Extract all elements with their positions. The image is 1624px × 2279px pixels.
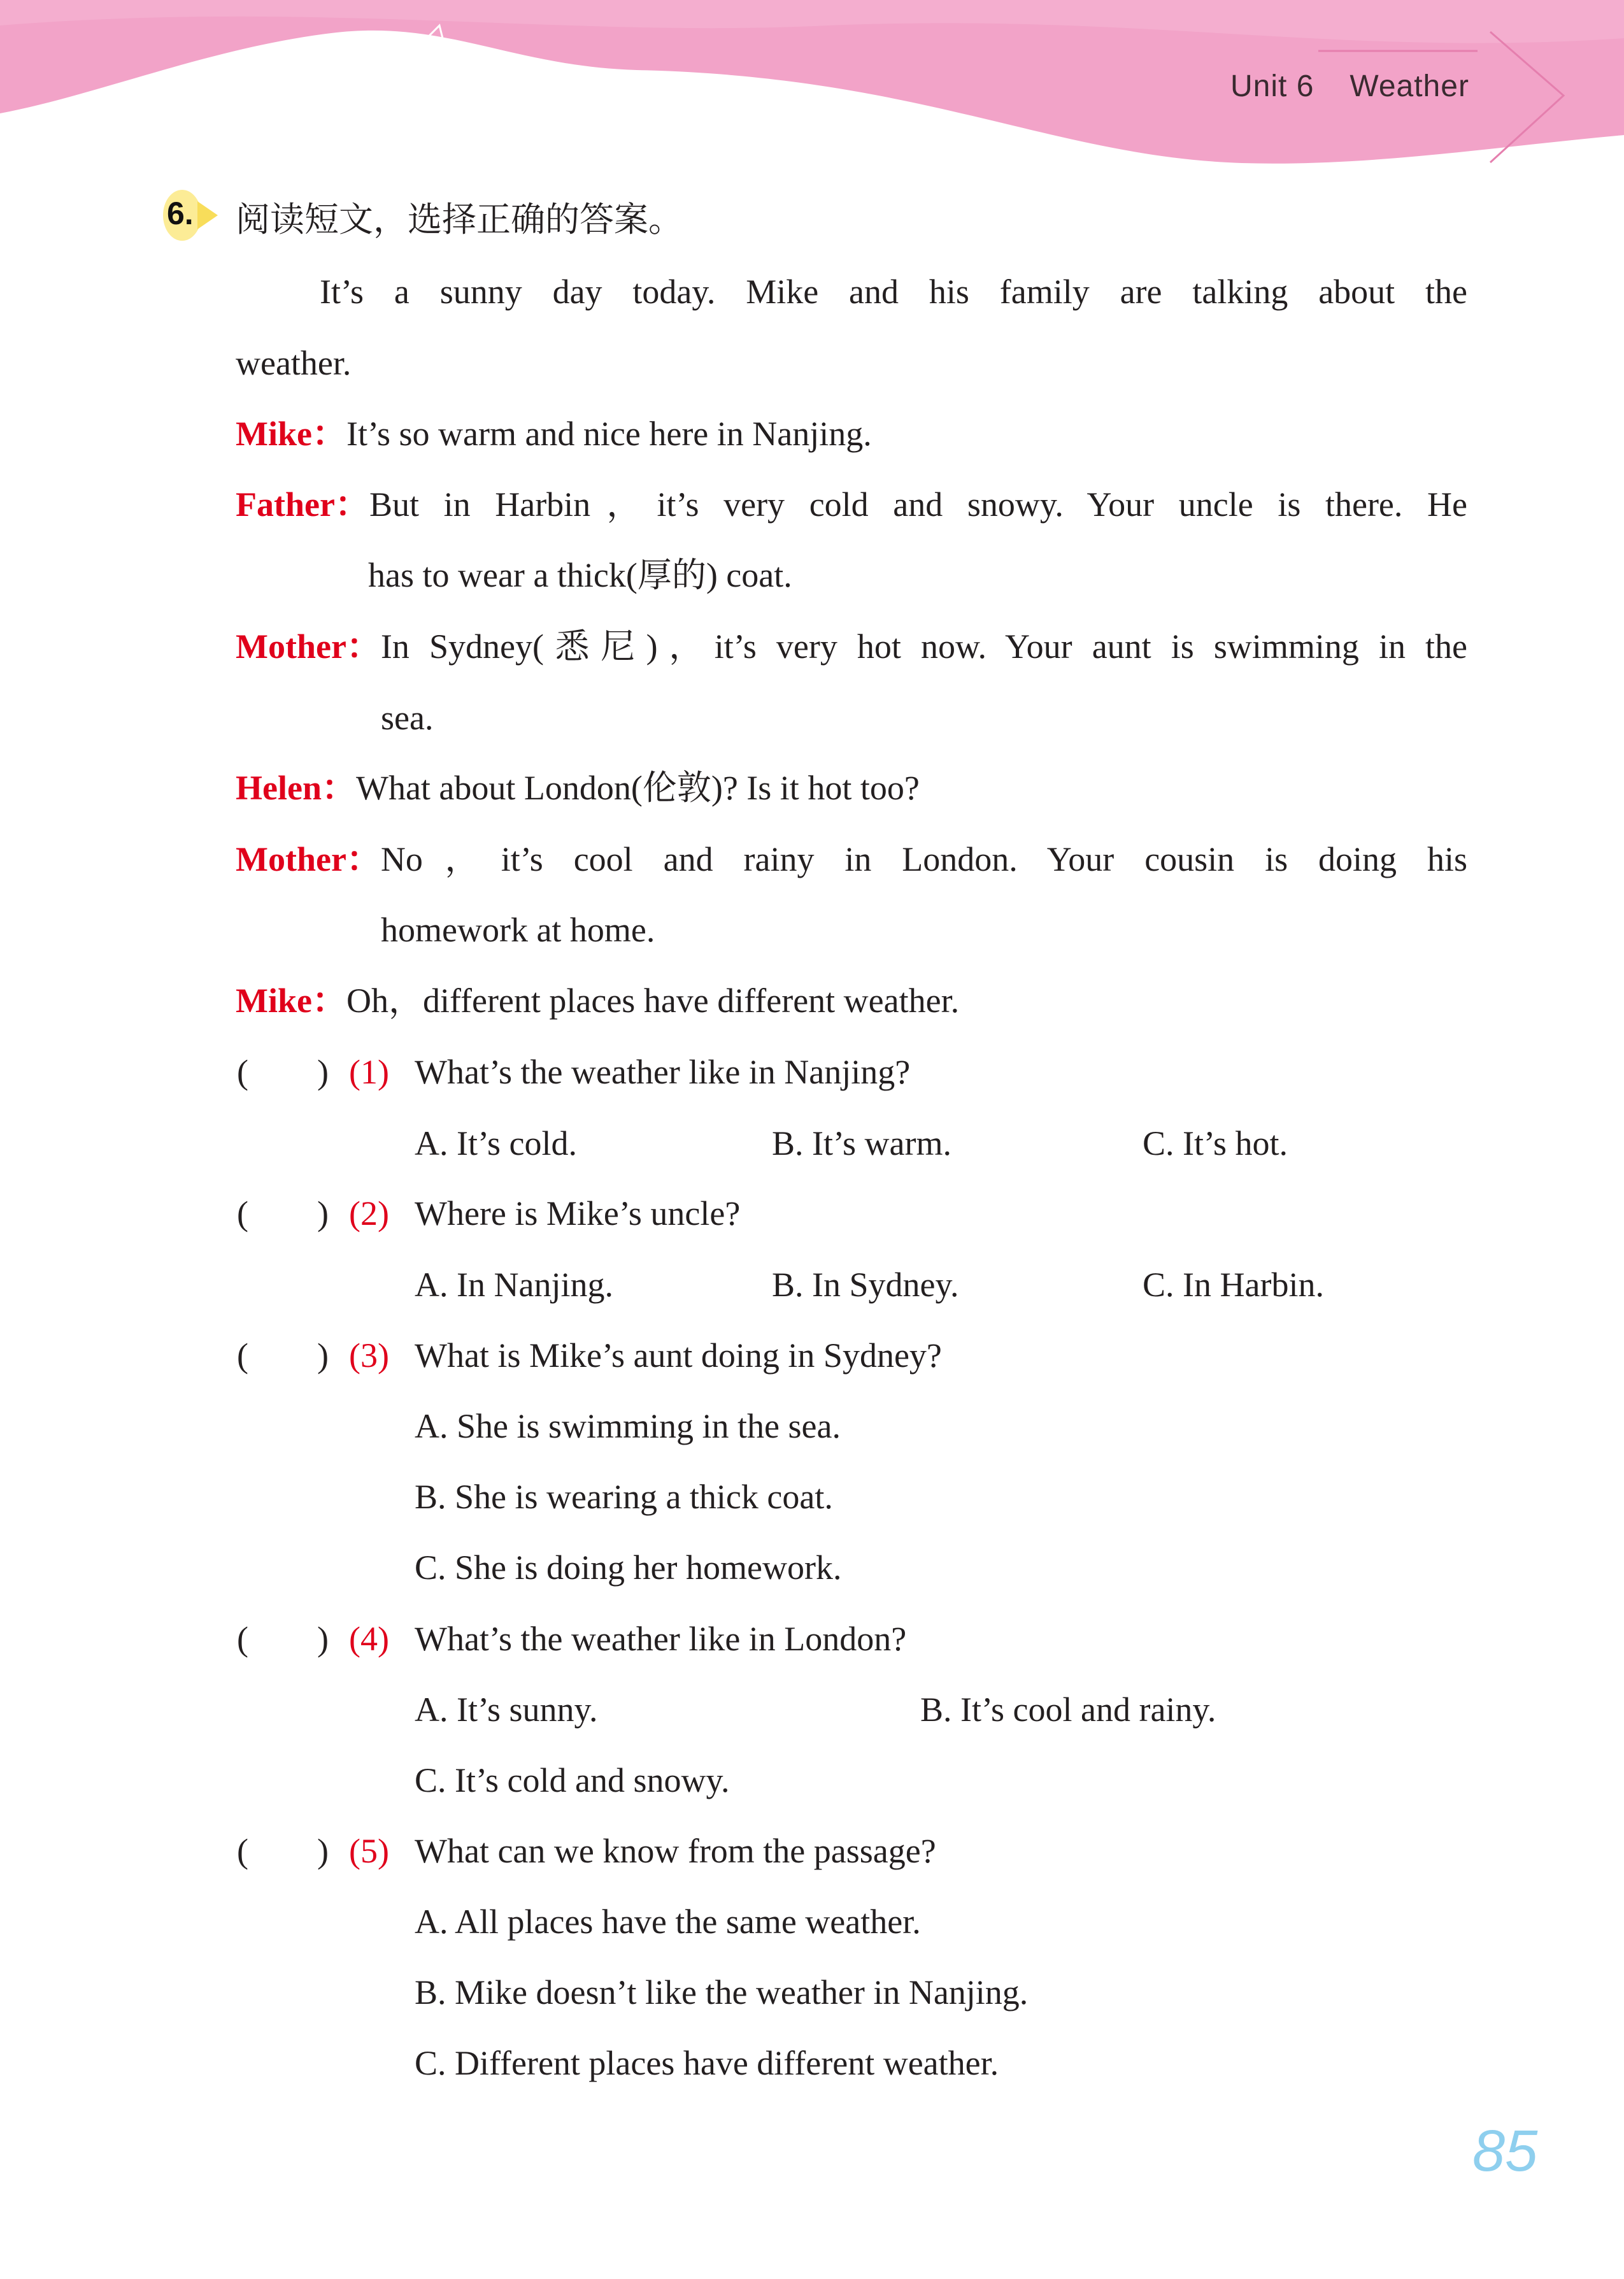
question-2 — [237, 1191, 740, 1236]
dialogue-text: What about London(伦敦)? Is it hot too? — [355, 769, 920, 807]
unit-title: Weather — [1350, 69, 1469, 103]
option-b[interactable]: B. In Sydney. — [772, 1266, 959, 1304]
question-text: Where is Mike’s uncle? — [415, 1194, 741, 1232]
option-c[interactable]: C. It’s cold and snowy. — [415, 1761, 730, 1799]
option-b[interactable]: B. It’s cool and rainy. — [920, 1690, 1216, 1729]
speaker: Mike： — [236, 982, 346, 1020]
dialogue-text: But in Harbin，it’s very cold and snowy. Your uncle is there. He — [369, 485, 1467, 524]
option-c[interactable]: C. She is doing her homework. — [415, 1548, 842, 1587]
option-a[interactable]: A. In Nanjing. — [415, 1266, 613, 1304]
dialogue-continuation: has to wear a thick(厚的) coat. — [368, 556, 792, 594]
exercise-instruction: 阅读短文，选择正确的答案。 — [236, 199, 683, 239]
answer-blank[interactable]: ( ) — [237, 1336, 329, 1375]
passage-intro-line2: weather. — [236, 344, 352, 382]
answer-blank[interactable]: ( ) — [237, 1194, 329, 1232]
unit-header — [1230, 69, 1469, 104]
dialogue-line — [236, 482, 1467, 527]
exercise-number: 6. — [167, 196, 194, 231]
option-a[interactable]: A. All places have the same weather. — [415, 1903, 921, 1941]
option-c[interactable]: C. It’s hot. — [1143, 1124, 1288, 1162]
question-3 — [237, 1333, 942, 1378]
dialogue-line — [236, 837, 1467, 882]
passage-intro-line1: It’s a sunny day today. Mike and his family are talking about the — [320, 273, 1467, 311]
option-a[interactable]: A. It’s cold. — [415, 1124, 577, 1162]
question-text: What’s the weather like in Nanjing? — [415, 1053, 911, 1091]
page-number: 85 — [1472, 2118, 1538, 2183]
unit-label: Unit 6 — [1230, 69, 1314, 103]
dialogue-line — [236, 624, 1467, 669]
question-number: (2) — [349, 1194, 389, 1232]
question-1 — [237, 1050, 910, 1094]
option-c[interactable]: C. Different places have different weather. — [415, 2044, 999, 2082]
question-number: (5) — [349, 1832, 389, 1870]
speaker: Father： — [236, 485, 369, 524]
dialogue-continuation: sea. — [381, 699, 434, 737]
dialogue-text: It’s so warm and nice here in Nanjing. — [346, 415, 872, 453]
dialogue-line — [236, 978, 959, 1023]
question-5 — [237, 1829, 936, 1873]
speaker: Helen： — [236, 769, 356, 807]
question-number: (3) — [349, 1336, 389, 1375]
dialogue-continuation: homework at home. — [381, 911, 655, 949]
dialogue-line — [236, 766, 920, 810]
answer-blank[interactable]: ( ) — [237, 1053, 329, 1091]
speaker: Mother： — [236, 627, 381, 666]
dialogue-text: No，it’s cool and rainy in London. Your cousin is doing his — [380, 840, 1467, 878]
question-text: What is Mike’s aunt doing in Sydney? — [415, 1336, 942, 1375]
option-b[interactable]: B. She is wearing a thick coat. — [415, 1478, 833, 1516]
option-c[interactable]: C. In Harbin. — [1143, 1266, 1324, 1304]
option-b[interactable]: B. It’s warm. — [772, 1124, 951, 1162]
option-b[interactable]: B. Mike doesn’t like the weather in Nanjing. — [415, 1973, 1029, 2011]
question-text: What can we know from the passage? — [415, 1832, 936, 1870]
dialogue-text: In Sydney(悉尼)，it’s very hot now. Your aunt is swimming in the — [380, 627, 1467, 666]
speaker: Mother： — [236, 840, 381, 878]
dialogue-text: Oh，different places have different weather. — [346, 982, 960, 1020]
dialogue-line — [236, 411, 872, 456]
question-number: (4) — [349, 1620, 389, 1658]
option-a[interactable]: A. It’s sunny. — [415, 1690, 598, 1729]
answer-blank[interactable]: ( ) — [237, 1832, 329, 1870]
question-number: (1) — [349, 1053, 389, 1091]
question-4 — [237, 1617, 906, 1661]
question-text: What’s the weather like in London? — [415, 1620, 907, 1658]
option-a[interactable]: A. She is swimming in the sea. — [415, 1407, 841, 1445]
answer-blank[interactable]: ( ) — [237, 1620, 329, 1658]
speaker: Mike： — [236, 415, 346, 453]
